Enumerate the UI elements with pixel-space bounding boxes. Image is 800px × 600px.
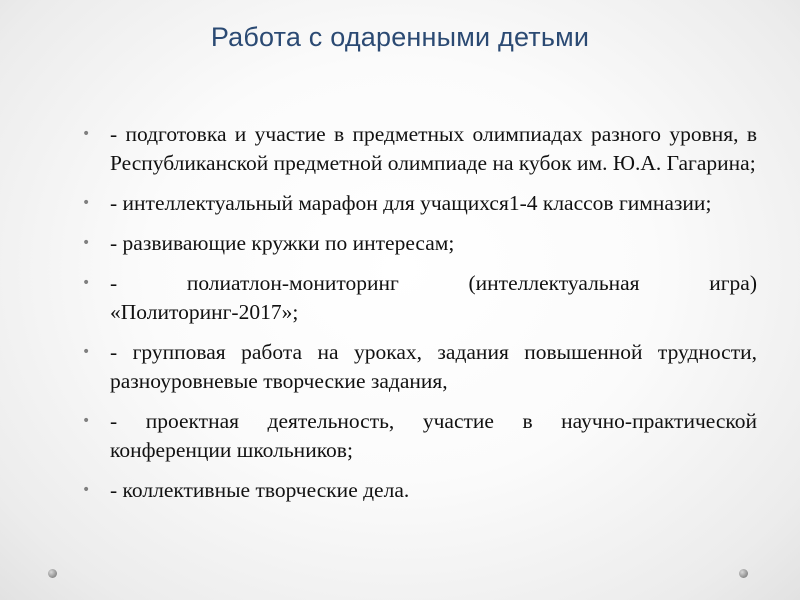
- bullet-text: - полиатлон-мониторинг (интеллектуальная игра) «Политоринг-2017»;: [110, 271, 757, 324]
- bullet-text: - подготовка и участие в предметных олимпиадах разного уровня, в Республиканской предметной олимпиаде на кубок им. Ю.А. Гагарина;: [110, 122, 757, 175]
- slide-title: Работа с одаренными детьми: [210, 22, 590, 52]
- bullet-item: [82, 476, 757, 505]
- bullet-dot-icon: •: [82, 413, 91, 429]
- bullet-dot-icon: •: [82, 275, 91, 291]
- bullet-item: [82, 229, 757, 258]
- bullet-list: [82, 120, 757, 516]
- bullet-dot-icon: •: [82, 235, 91, 251]
- bullet-text: - групповая работа на уроках, задания повышенной трудности, разноуровневые творческие задания,: [110, 340, 757, 393]
- bullet-dot-icon: •: [82, 344, 91, 360]
- bullet-text: - развивающие кружки по интересам;: [110, 231, 455, 255]
- corner-dot-icon: [48, 569, 57, 578]
- bullet-text: - интеллектуальный марафон для учащихся1-4 классов гимназии;: [110, 191, 712, 215]
- bullet-text: - проектная деятельность, участие в научно-практической конференции школьников;: [110, 409, 757, 462]
- bullet-item: [82, 269, 757, 327]
- corner-dot-icon: [739, 569, 748, 578]
- bullet-text: - коллективные творческие дела.: [110, 478, 410, 502]
- bullet-item: [82, 189, 757, 218]
- bullet-item: [82, 338, 757, 396]
- bullet-item: [82, 407, 757, 465]
- bullet-dot-icon: •: [82, 126, 91, 142]
- bullet-dot-icon: •: [82, 482, 91, 498]
- bullet-dot-icon: •: [82, 195, 91, 211]
- bullet-item: [82, 120, 757, 178]
